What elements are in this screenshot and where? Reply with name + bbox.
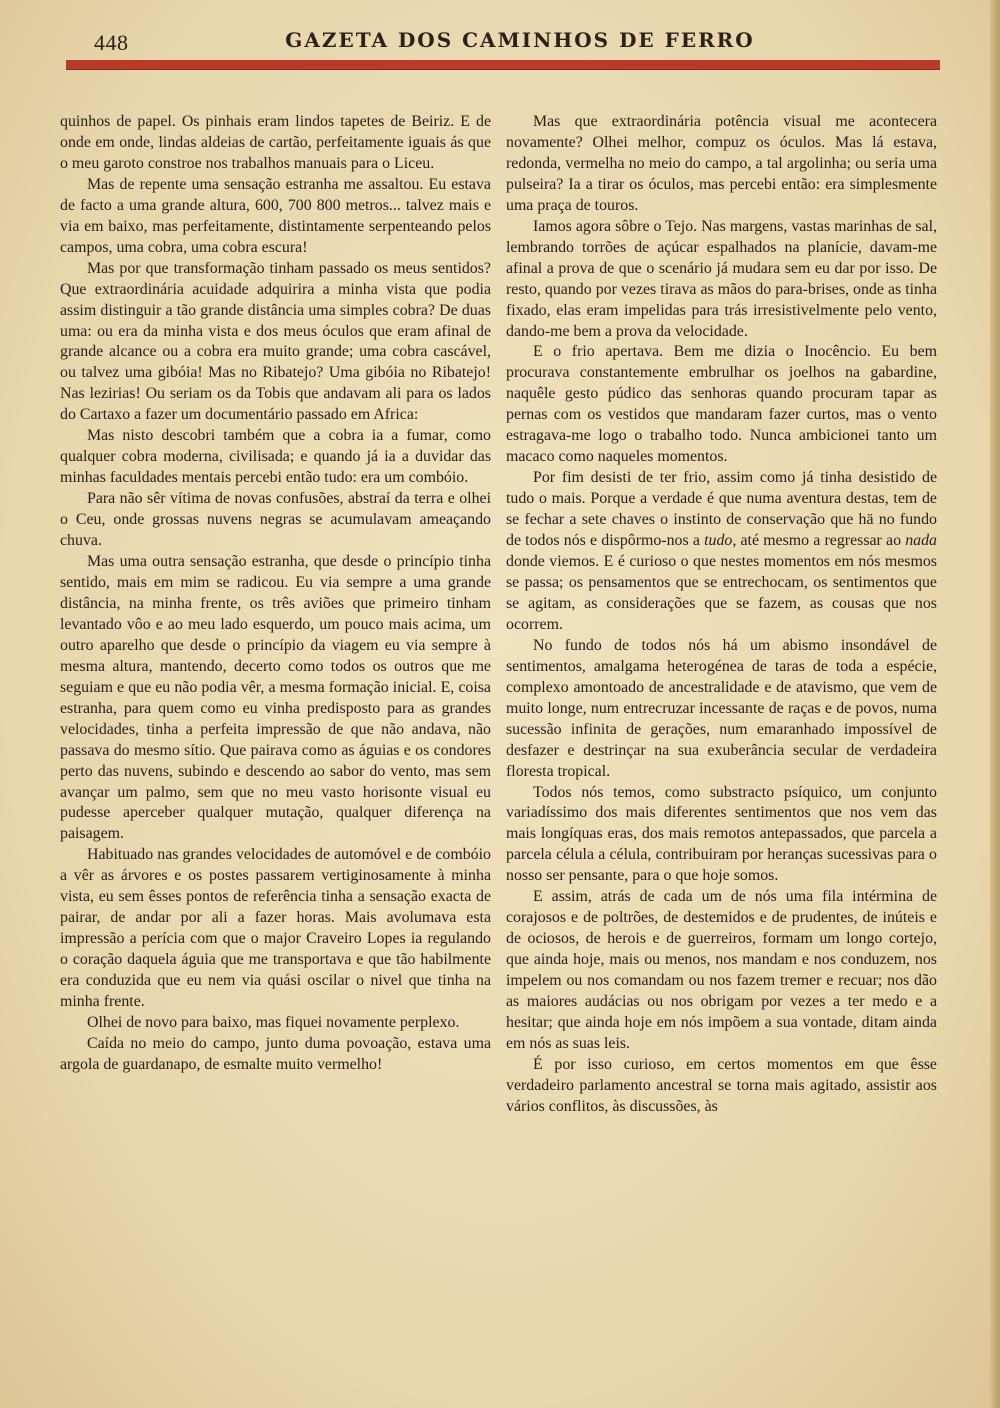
header-rule [66, 60, 940, 69]
paragraph: No fundo de todos nós há um abismo insondável de sentimentos, amalgama heterogénea de taras de toda a espécie, complexo amontoado de ancestralidade e de atavismo, que vem de muito longe, num entrecruzar incessante de raças e de povos, numa sucessão infinita de gerações, num emaranhado impossível de desfazer e destrinçar na sua exuberância secular de verdadeira floresta tropical. [506, 636, 937, 780]
paragraph: Mas nisto descobri também que a cobra ia a fumar, como qualquer cobra moderna, civilisada; e quando já ia a duvidar das minhas faculdades mentais percebi então tudo: era um combóio. [60, 427, 491, 487]
paragraph: Iamos agora sôbre o Tejo. Nas margens, vastas marinhas de sal, lembrando torrões de açúcar espalhados na planície, davam-me afinal a prova de que o scenário já mudara sem eu dar por isso. De resto, quando por vezes tirava as mãos do para-brises, onde as tinha fixado, elas eram impelidas para trás irresistivelmente pelo vento, dando-me bem a prova da velocidade. [506, 217, 937, 340]
paragraph: E o frio apertava. Bem me dizia o Inocêncio. Eu bem procurava constantemente embrulhar os joelhos na gabardine, naquêle gesto púdico das senhoras quando procuram tapar as pernas com os vestidos que mandaram fazer curtos, mas o vento estragava-me logo o trabalho todo. Nunca ambicionei tanto um macaco como naqueles momentos. [506, 343, 937, 466]
paragraph: Olhei de novo para baixo, mas fiquei novamente perplexo. [87, 1013, 460, 1031]
running-header [60, 28, 940, 62]
paragraph: Caída no meio do campo, junto duma povoação, estava uma argola de guardanapo, de esmalte muito vermelho! [60, 1034, 491, 1073]
paragraph: Mas de repente uma sensação estranha me assaltou. Eu estava de facto a uma grande altura, 600, 700 800 metros... talvez mais e via em baixo, mas perfeitamente, distintamente serpenteando pelos campos, uma cobra, uma cobra escura! [60, 175, 491, 256]
paragraph: E assim, atrás de cada um de nós uma fila intérmina de corajosos e de poltrões, de destemidos e de prudentes, de inúteis e de ociosos, de herois e de guerreiros, formam um longo cortejo, que ainda hoje, mais ou menos, nos mandam e nos conduzem, nos impelem ou nos comandam ou nos fazem tremer e recuar; nos dão as maiores audácias ou nos obrigam por vezes a ter medo e a hesitar; que ainda hoje em nós impõem a sua vontade, ditam ainda em nós as suas leis. [506, 888, 937, 1052]
paragraph: Mas que extraordinária potência visual me acontecera novamente? Olhei melhor, compuz os óculos. Mas lá estava, redonda, vermelha no meio do campo, a tal argolinha; ou seria uma pulseira? Ia a tirar os óculos, mas percebi então: era simplesmente uma praça de touros. [506, 113, 937, 214]
paragraph: Habituado nas grandes velocidades de automóvel e de combóio a vêr as árvores e os postes passarem vertiginosamente à minha vista, eu sem êsses pontos de referência tinha a sensação exacta de pairar, de andar por ali a fazer horas. Mais avolumava esta impressão a perícia com que o major Craveiro Lopes ia regulando o coração daquela águia que me transportava e que tão habilmente era conduzida que eu nem via quási oscilar o nivel que tinha na minha frente. [60, 846, 491, 1011]
paragraph: quinhos de papel. Os pinhais eram lindos tapetes de Beiriz. E de onde em onde, lindas aldeias de cartão, perfeitamente iguais ás que o meu garoto constroe nos trabalhos manuais para o Liceu. [60, 113, 491, 172]
page-number: 448 [94, 30, 129, 55]
paragraph: Mas uma outra sensação estranha, que desde o princípio tinha sentido, mais em mim se radicou. Eu via sempre a uma grande distância, na minha frente, os três aviões que primeiro tinham levantado vôo e ao meu lado esquerdo, um pouco mais acima, um outro aparelho que desde o princípio da viagem eu via sempre à mesma altura, mantendo, decerto como todos os outros que me seguiam e que eu não podia vêr, a mesma formação inicial. E, coisa estranha, para quem como eu vinha predisposto para as grandes velocidades, tinha a perfeita impressão de que não andava, não passava do mesmo sítio. Que pairava como as águias e os condores perto das nuvens, subindo e descendo ao sabor do vento, mas sem avançar um palmo, sem que no meu vasto horisonte visual eu pudesse aperceber qualquer mutação, qualquer diferença na paisagem. [60, 553, 491, 843]
journal-title: GAZETA DOS CAMINHOS DE FERRO [285, 28, 755, 52]
page-spine-edge [990, 0, 1000, 1408]
paragraph: Para não sêr vítima de novas confusões, abstraí da terra e olhei o Ceu, onde grossas nuvens negras se acumulavam ameaçando chuva. [60, 490, 491, 550]
left-column [60, 112, 491, 1076]
paragraph: Mas por que transformação tinham passado os meus sentidos? Que extraordinária acuidade adquirira a minha vista que podia assim distinguir a tão grande distância uma simples cobra? De duas uma: ou era da minha vista e dos meus óculos que eram afinal de grande alcance ou a cobra era muito grande; uma cobra cascável, ou talvez uma gibóia! Mas no Ribatejo? Uma gibóia no Ribatejo! Nas lezirias! Ou seriam os da Tobis que andavam ali para os lados do Cartaxo a fazer um documentário passado em Africa: [60, 259, 491, 424]
right-column [506, 112, 937, 1118]
paragraph: Por fim desisti de ter frio, assim como já tinha desistido de tudo o mais. Porque a verdade é que numa aventura destas, tem de se fechar a sete chaves o instinto de conservação que hä no fundo de todos nós e dispôrmo-nos a tudo, até mesmo a regressar ao nada donde viemos. E é curioso o que nestes momentos em nós mesmos se passa; os pensamentos que se entrechocam, os sentimentos que se agitam, as considerações que se fazem, as cousas que nos ocorrem. [506, 469, 937, 633]
paragraph: Todos nós temos, como substracto psíquico, um conjunto variadíssimo dos mais diferentes sentimentos que nos vem das mais longíquas eras, dos mais remotos antepassados, que parcela a parcela célula a célula, contribuiram por heranças sucessivas para o nosso ser pensante, para o que hoje somos. [506, 783, 937, 885]
paragraph: É por isso curioso, em certos momentos em que êsse verdadeiro parlamento ancestral se torna mais agitado, assistir aos vários conflitos, às discussões, às [506, 1055, 937, 1115]
